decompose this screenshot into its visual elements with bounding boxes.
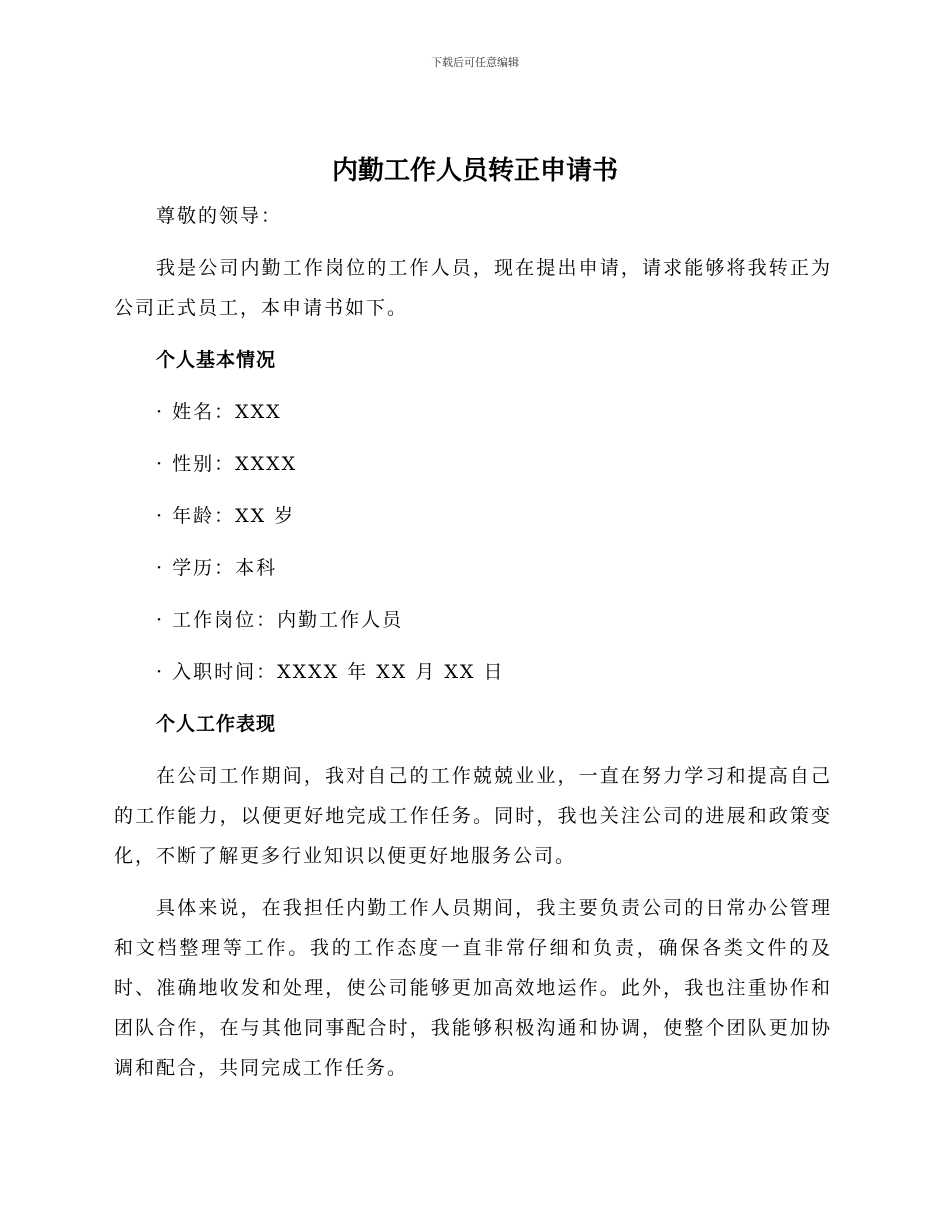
basic-info-list bbox=[114, 392, 832, 692]
intro-paragraph: 我是公司内勤工作岗位的工作人员，现在提出申请，请求能够将我转正为公司正式员工，本申请书如下。 bbox=[114, 257, 832, 319]
section-heading-performance: 个人工作表现 bbox=[156, 713, 277, 735]
header-note: 下载后可任意编辑 bbox=[431, 56, 519, 69]
performance-paragraph-2: 具体来说，在我担任内勤工作人员期间，我主要负责公司的日常办公管理和文档整理等工作。我的工作态度一直非常仔细和负责，确保各类文件的及时、准确地收发和处理，使公司能够更加高效地运作。此外，我也注重协作和团队合作，在与其他同事配合时，我能够积极沟通和协调，使整个团队更加协调和配合，共同完成工作任务。 bbox=[114, 897, 832, 1079]
list-item-age: · 年龄：XX 岁 bbox=[156, 505, 296, 527]
document-body bbox=[114, 196, 832, 1088]
list-item-hire-date: · 入职时间：XXXX 年 XX 月 XX 日 bbox=[156, 661, 505, 683]
salutation: 尊敬的领导： bbox=[156, 205, 283, 227]
performance-paragraph-1: 在公司工作期间，我对自己的工作兢兢业业，一直在努力学习和提高自己的工作能力，以便更好地完成工作任务。同时，我也关注公司的进展和政策变化，不断了解更多行业知识以便更好地服务公司。 bbox=[114, 765, 832, 867]
list-item-position: · 工作岗位：内勤工作人员 bbox=[156, 609, 404, 631]
section-heading-basic-info: 个人基本情况 bbox=[156, 349, 277, 371]
list-item-gender: · 性别：XXXX bbox=[156, 453, 298, 475]
list-item-name: · 姓名：XXX bbox=[156, 401, 282, 423]
document-title: 内勤工作人员转正申请书 bbox=[331, 156, 618, 186]
list-item-education: · 学历：本科 bbox=[156, 557, 278, 579]
